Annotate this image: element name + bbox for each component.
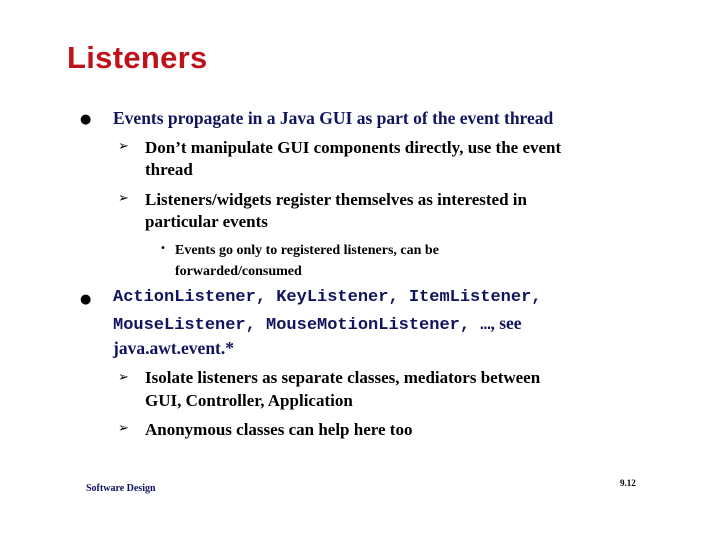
sub-bullet-3-line-2: GUI, Controller, Application bbox=[145, 391, 353, 410]
bullet-2-line-3: java.awt.event.* bbox=[113, 338, 235, 358]
arrow-bullet-icon: ➢ bbox=[118, 370, 129, 385]
sub-bullet-4: Anonymous classes can help here too bbox=[145, 420, 413, 439]
arrow-bullet-icon: ➢ bbox=[118, 421, 129, 436]
bullet-1-text: Events propagate in a Java GUI as part of the event thread bbox=[113, 108, 554, 128]
sub-sub-bullet-line-1: Events go only to registered listeners, can be bbox=[175, 243, 439, 258]
sub-sub-bullet-line-2: forwarded/consumed bbox=[175, 264, 302, 279]
sub-bullet-3-line-1: Isolate listeners as separate classes, mediators between bbox=[145, 368, 541, 387]
sub-bullet-2-line-1: Listeners/widgets register themselves as interested in bbox=[145, 190, 527, 209]
arrow-bullet-icon: ➢ bbox=[118, 191, 129, 206]
sub-bullet-1-line-1: Don’t manipulate GUI components directly, use the event bbox=[145, 138, 562, 157]
sub-bullet-1-line-2: thread bbox=[145, 160, 193, 179]
slide-title: Listeners bbox=[67, 40, 208, 75]
footer-course-name: Software Design bbox=[86, 483, 156, 494]
bullet-2-line-1: ActionListener, KeyListener, ItemListener, bbox=[113, 288, 542, 307]
arrow-bullet-icon: ➢ bbox=[118, 139, 129, 154]
bullet-2-line-2-tail: , see bbox=[490, 313, 522, 333]
small-bullet-marker: • bbox=[160, 243, 166, 254]
bullet-marker: ● bbox=[80, 292, 92, 307]
bullet-2-line-2 bbox=[113, 311, 522, 338]
bullet-marker: ● bbox=[80, 112, 92, 127]
bullet-2-line-2-code: MouseListener, MouseMotionListener, … bbox=[113, 316, 491, 335]
sub-bullet-2-line-2: particular events bbox=[145, 212, 268, 231]
footer-page-number: 9.12 bbox=[620, 478, 636, 488]
